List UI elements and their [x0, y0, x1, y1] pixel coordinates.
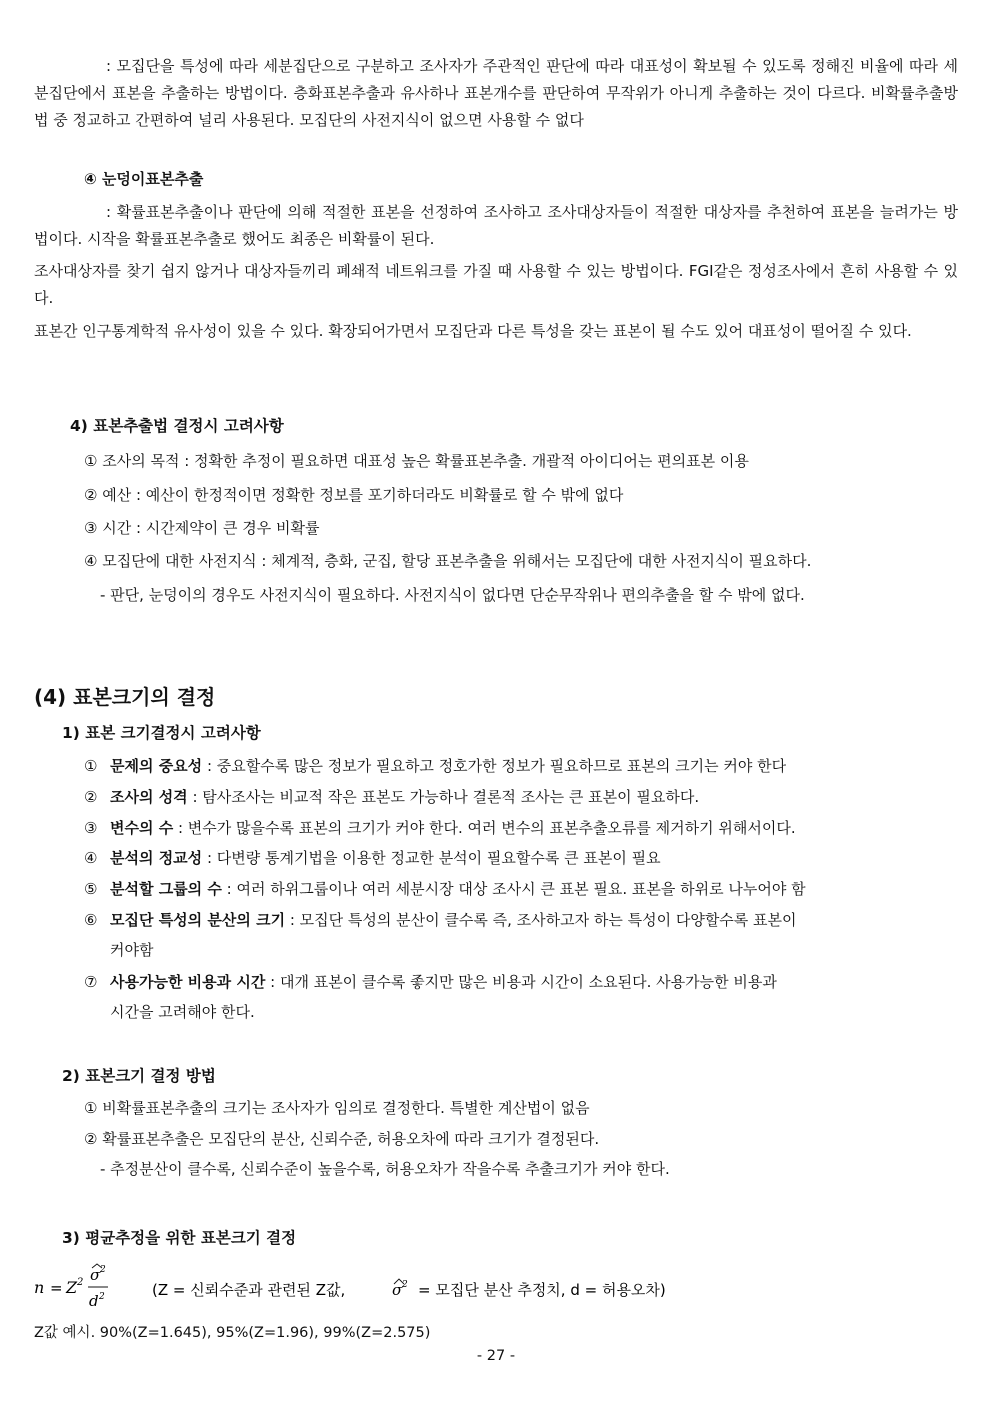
sample-size-formula: [34, 1262, 964, 1314]
list-item: ② 확률표본추출은 모집단의 분산, 신뢰수준, 허용오차에 따라 크기가 결정된다.: [84, 1130, 600, 1148]
page-number: - 27 -: [476, 1348, 516, 1364]
subsection-heading-size-considerations: 1) 표본 크기결정시 고려사항: [62, 724, 261, 742]
list-item: ③ 시간 : 시간제약이 큰 경우 비확률: [84, 519, 320, 537]
snowball-sampling-paragraph: : 확률표본추출이나 판단에 의해 적절한 표본을 선정하여 조사하고 조사대상자들이 적절한 대상자를 추천하여 표본을 늘려가는 방법이다. 시작을 확률표본추출로 했어도 최종은 비확률이 된다.: [34, 203, 958, 248]
list-item: ④ 분석의 정교성 : 다변량 통계기법을 이용한 정교한 분석이 필요할수록 큰 표본이 필요: [84, 849, 661, 867]
formula-d-exponent: 2: [99, 1292, 105, 1302]
quota-sampling-paragraph: : 모집단을 특성에 따라 세분집단으로 구분하고 조사자가 주관적인 판단에 따라 대표성이 확보될 수 있도록 정해진 비율에 따라 세분집단에서 표본을 추출하는 방법이다. 층화표본추출과 유사하나 표본개수를 판단하여 무작위가 아니게 추출하는 것이 다르다. 비확률추출방법 중 정교하고 간편하여 널리 사용된다. 모집단의 사전지식이 없으면 사용할 수 없다: [34, 57, 958, 129]
snowball-usage-paragraph: 조사대상자를 찾기 쉽지 않거나 대상자들끼리 폐쇄적 네트워크를 가질 때 사용할 수 있는 방법이다. FGI같은 정성조사에서 흔히 사용할 수 있다.: [34, 262, 958, 307]
formula-equals: =: [50, 1279, 63, 1297]
section-heading-sampling-considerations: 4) 표본추출법 결정시 고려사항: [70, 417, 284, 435]
formula-d: d: [89, 1292, 99, 1310]
subsection-heading-mean-estimation: 3) 평균추정을 위한 표본크기 결정: [62, 1229, 297, 1247]
list-item: ④ 모집단에 대한 사전지식 : 체계적, 층화, 군집, 할당 표본추출을 위해서는 모집단에 대한 사전지식이 필요하다.: [84, 552, 812, 570]
sub-note: - 추정분산이 클수록, 신뢰수준이 높을수록, 허용오차가 작을수록 추출크기가 커야 한다.: [100, 1160, 670, 1178]
formula-sigma-exponent: 2: [100, 1265, 106, 1275]
chapter-heading-sample-size: (4) 표본크기의 결정: [34, 685, 216, 709]
subsection-heading-size-method: 2) 표본크기 결정 방법: [62, 1067, 216, 1085]
list-item: ① 문제의 중요성 : 중요할수록 많은 정보가 필요하고 정호가한 정보가 필요하므로 표본의 크기는 커야 한다: [84, 757, 787, 775]
formula-z: Z: [66, 1278, 78, 1297]
formula-z-exponent: 2: [77, 1277, 84, 1288]
list-item: ⑤ 분석할 그룹의 수 : 여러 하위그룹이나 여러 세분시장 대상 조사시 큰 표본 필요. 표본을 하위로 나누어야 함: [84, 880, 806, 898]
formula-note-part1: (Z = 신뢰수준과 관련된 Z값,: [152, 1281, 346, 1299]
list-item: ① 비확률표본추출의 크기는 조사자가 임의로 결정한다. 특별한 계산법이 없음: [84, 1099, 590, 1117]
list-item: ⑦ 사용가능한 비용과 시간 : 대개 표본이 클수록 좋지만 많은 비용과 시간이 소요된다. 사용가능한 비용과 시간을 고려해야 한다.: [84, 973, 777, 1021]
formula-note-part2: = 모집단 분산 추정치, d = 허용오차): [418, 1281, 666, 1299]
list-item: ② 예산 : 예산이 한정적이면 정확한 정보를 포기하더라도 비확률로 할 수 밖에 없다: [84, 486, 624, 504]
note-sigma: σ: [392, 1281, 403, 1299]
list-item: ③ 변수의 수 : 변수가 많을수록 표본의 크기가 커야 한다. 여러 변수의 표본추출오류를 제거하기 위해서이다.: [84, 819, 796, 837]
formula-n: n: [34, 1278, 45, 1297]
list-item: ② 조사의 성격 : 탐사조사는 비교적 작은 표본도 가능하나 결론적 조사는 큰 표본이 필요하다.: [84, 788, 700, 806]
sub-note: - 판단, 눈덩이의 경우도 사전지식이 필요하다. 사전지식이 없다면 단순무작위나 편의추출을 할 수 밖에 없다.: [100, 586, 805, 604]
snowball-limitation-paragraph: 표본간 인구통계학적 유사성이 있을 수 있다. 확장되어가면서 모집단과 다른 특성을 갖는 표본이 될 수도 있어 대표성이 떨어질 수 있다.: [34, 322, 912, 340]
list-item: ⑥ 모집단 특성의 분산의 크기 : 모집단 특성의 분산이 클수록 즉, 조사하고자 하는 특성이 다양할수록 표본이 커야함: [84, 911, 797, 959]
list-item: ① 조사의 목적 : 정확한 추정이 필요하면 대표성 높은 확률표본추출. 개괄적 아이디어는 편의표본 이용: [84, 452, 749, 470]
snowball-sampling-heading: ④ 눈덩이표본추출: [84, 170, 204, 188]
z-value-examples: Z값 예시. 90%(Z=1.645), 95%(Z=1.96), 99%(Z=2.575): [34, 1325, 431, 1341]
formula-sigma: σ: [90, 1266, 101, 1284]
note-sigma-exponent: 2: [402, 1280, 408, 1290]
